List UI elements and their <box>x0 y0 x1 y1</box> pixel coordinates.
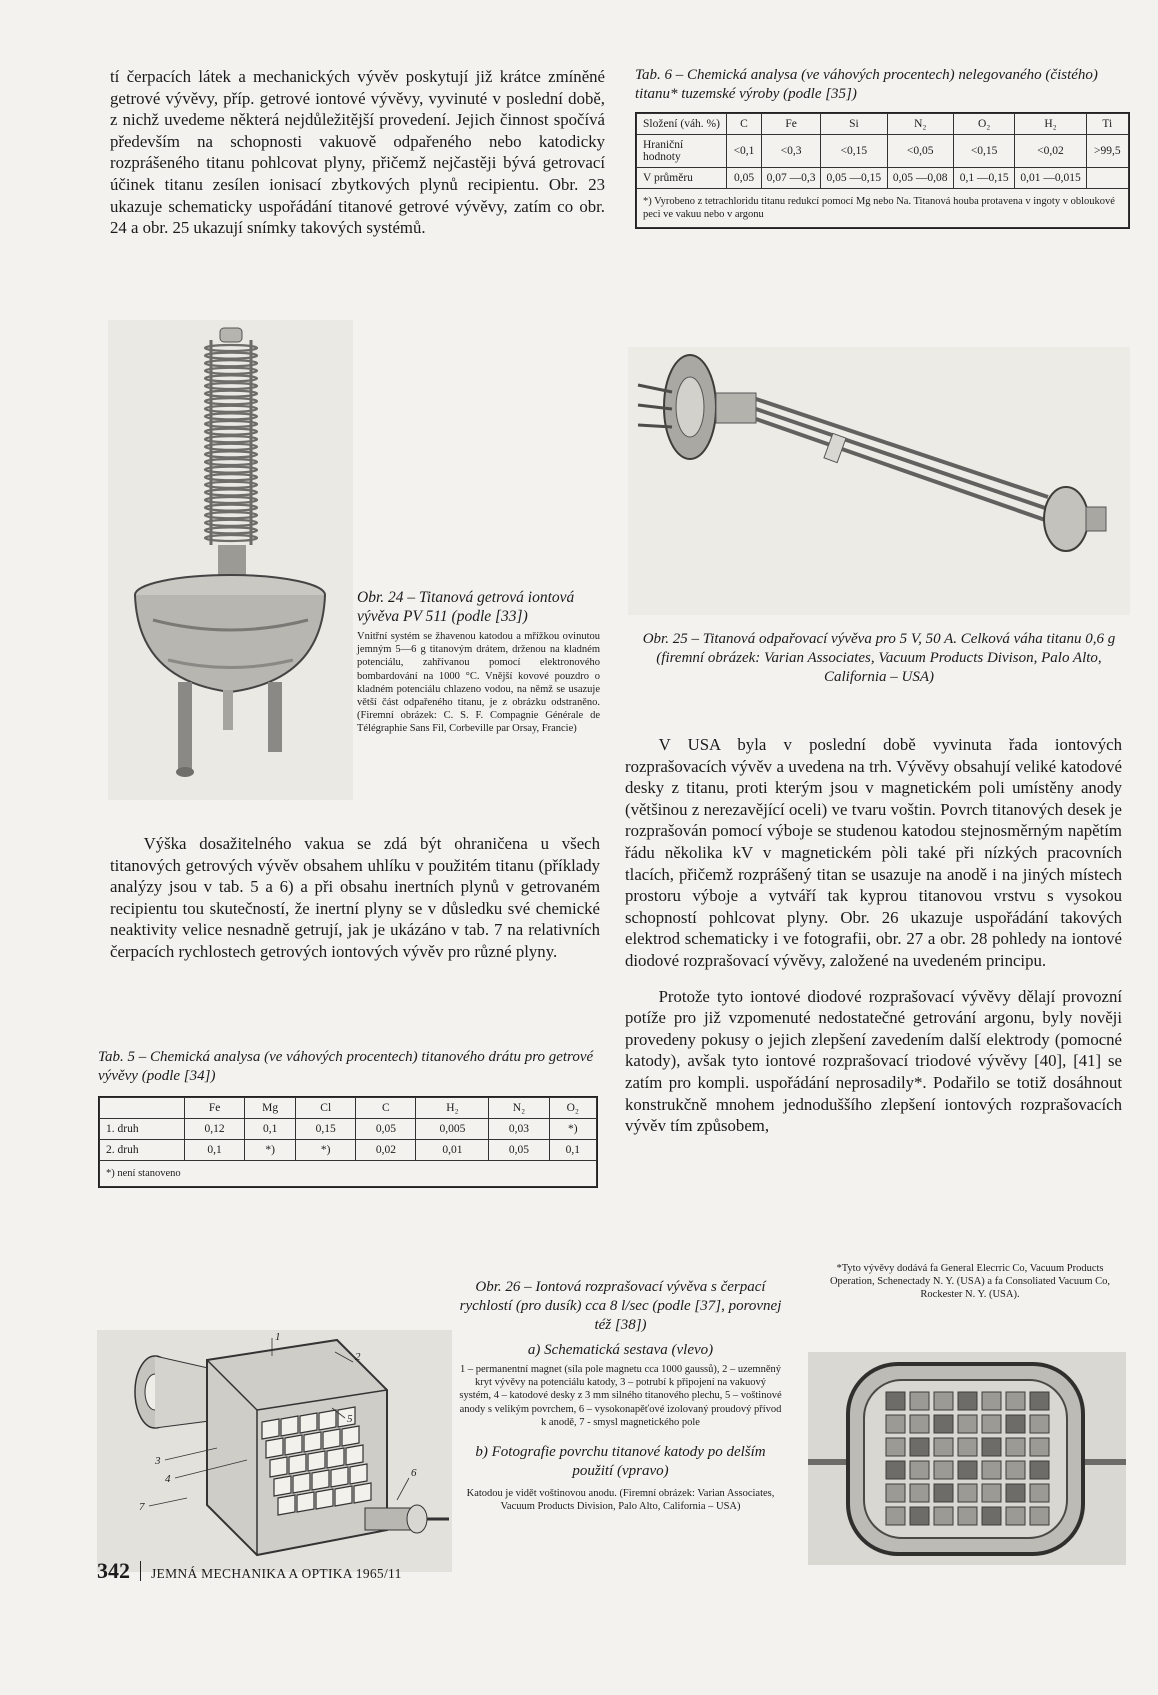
table-6-title: Tab. 6 – Chemická analysa (ve váhových procentech) nelegovaného (čistého) titanu* tuzemské výroby (podle [35]) <box>635 67 1098 102</box>
table-cell: 0,01 —0,015 <box>1015 168 1086 189</box>
table-cell: <0,05 <box>887 135 953 168</box>
table-header-cell: C <box>727 114 762 135</box>
table-row <box>637 114 1129 135</box>
table-row <box>637 135 1129 168</box>
table-cell: 0,005 <box>416 1119 489 1140</box>
table-cell: 0,15 <box>296 1119 356 1140</box>
table-5-title: Tab. 5 – Chemická analysa (ve váhových procentech) titanového drátu pro getrové vývěvy (podle [34]) <box>98 1049 594 1084</box>
table-row <box>100 1119 597 1140</box>
table-6 <box>636 113 1129 228</box>
table-5 <box>99 1097 597 1187</box>
table-header-cell: O₂ <box>953 114 1014 135</box>
table-header-cell: Si <box>821 114 887 135</box>
left-paragraph-2: Výška dosažitelného vakua se zdá být ohraničena u všech titanových getrových vývěv obsahem uhlíku v použitém titanu (příklady analýzy jsou v tab. 5 a 6) a při obsahu inertních plynů v getrovaném recipientu tou skutečností, že inertní plyny se v důsledku své chemické neaktivity velice nesnadně getrují, jak je ukázáno v tab. 7 na relativních čerpacích rychlostech getrových iontových vývěv pro různé plyny. <box>110 834 600 961</box>
table-header-cell: Cl <box>296 1098 356 1119</box>
table-cell: 0,1 <box>185 1140 245 1161</box>
table-header-cell <box>100 1098 185 1119</box>
figure-26-subtitle-a: a) Schematická sestava (vlevo) <box>527 1342 714 1358</box>
table-6-block <box>635 66 1130 229</box>
table-cell: 0,05 <box>489 1140 549 1161</box>
footnote: *Tyto vývěvy dodává fa General Elecrric Co, Vacuum Products Operation, Schenectady N. Y. (USA) a fa Consoliated Vacuum Co, Rockester N. Y. (USA). <box>829 1263 1111 1301</box>
table-cell: 0,1 <box>549 1140 596 1161</box>
table-note: *) Vyrobeno z tetrachloridu titanu redukcí pomocí Mg nebo Na. Titanová houba protavena v ingoty v obloukové peci ve vakuu nebo v argonu <box>637 189 1129 228</box>
figure-26-title: Obr. 26 – Iontová rozprašovací vývěva s čerpací rychlostí (pro dusík) cca 8 l/sec (podle [37], porovnej též [38]) <box>459 1279 782 1333</box>
table-cell: *) <box>296 1140 356 1161</box>
table-cell: *) <box>245 1140 296 1161</box>
schematic-label: 4 <box>165 1473 171 1485</box>
schematic-label: 1 <box>275 1331 281 1343</box>
left-paragraph-1: tí čerpacích látek a mechanických vývěv poskytují již krátce zmíněné getrové vývěvy, příp. getrové iontové vývěvy, vyvinuté v poslední době, z nichž uvedeme některá nejdůležitější provedení. Jejich činnost spočívá především na schopnosti vakuově odpařeného nebo katodicky rozprášeného titanu pohlcovat plyny, přičemž nejčastěji bývá getrovací účinek titanu zesílen ionisací zbytkových plynů recipientu. Obr. 23 ukazuje schematicky uspořádání titanové getrové vývěvy, zatím co obr. 24 a obr. 25 ukazují snímky takových systémů. <box>110 67 605 238</box>
table-row-label: 1. druh <box>100 1119 185 1140</box>
table-row-label: Hraniční hodnoty <box>637 135 727 168</box>
table-cell: 0,05 —0,15 <box>821 168 887 189</box>
table-cell: <0,02 <box>1015 135 1086 168</box>
table-header-cell: N₂ <box>489 1098 549 1119</box>
table-row <box>100 1098 597 1119</box>
page-footer <box>97 1558 497 1588</box>
figure-24-text: Vnitřní systém se žhavenou katodou a mřížkou ovinutou jemným 5—6 g titanovým drátem, drženou na kladném potenciálu, zahřívanou pomocí elektronového bombardování na 1000 °C. Vnější kovové pouzdro o kladném potenciálu chlazeno vodou, na němž se usazuje větší část odpařeného titanu, je z obrázku odstraněno. (Firemní obrázek: C. S. F. Compagnie Générale de Télégraphie Sans Fil, Corbeville par Orsay, Francie) <box>357 631 600 735</box>
figure-24-caption <box>357 588 600 736</box>
table-cell <box>1086 168 1128 189</box>
table-header-cell: Ti <box>1086 114 1128 135</box>
table-header-cell: N₂ <box>887 114 953 135</box>
figure-25-photo <box>628 347 1130 615</box>
figure-24-photo <box>108 320 353 800</box>
journal-name: JEMNÁ MECHANIKA A OPTIKA 1965/11 <box>151 1566 402 1581</box>
figure-26-text-a: 1 – permanentní magnet (síla pole magnetu cca 1000 gaussů), 2 – uzemněný kryt vývěvy na potenciálu katody, 3 – potrubí k připojení na vakuový systém, 4 – katodové desky z 3 mm silného titanového plechu, 5 – voštinové anody s velikým povrchem, 6 – vysokonapěťové izolovaný proudový přívod k anodě, 7 - smysl magnetického pole <box>459 1364 782 1428</box>
table-cell: *) <box>549 1119 596 1140</box>
table-row <box>637 168 1129 189</box>
figure-26a-schematic <box>97 1330 452 1572</box>
table-header-cell: H₂ <box>1015 114 1086 135</box>
figure-26-text-b: Katodou je vidět voštinovou anodu. (Firemní obrázek: Varian Associates, Vacuum Products Division, Palo Alto, California – USA) <box>466 1488 775 1513</box>
table-cell: <0,15 <box>953 135 1014 168</box>
table-header-cell: Složení (váh. %) <box>637 114 727 135</box>
table-cell: <0,3 <box>762 135 821 168</box>
table-header-cell: Mg <box>245 1098 296 1119</box>
schematic-label: 2 <box>355 1351 361 1363</box>
table-header-cell: Fe <box>762 114 821 135</box>
right-column-text <box>625 734 1122 1137</box>
table-cell: 0,03 <box>489 1119 549 1140</box>
schematic-label: 3 <box>155 1455 161 1467</box>
table-cell: 0,01 <box>416 1140 489 1161</box>
table-cell: 0,1 <box>245 1119 296 1140</box>
right-paragraph-1: V USA byla v poslední době vyvinuta řada iontových rozprašovacích vývěv a uvedena na trh. Vývěvy obsahují veliké katodové desky z titanu, proti kterým jsou v magnetickém poli umístěny anody (většinou z nerezavějící oceli) ve tvaru voštin. Povrch titanových desek je rozprašován pomocí výboje se studenou katodou stejnosměrným napětím řádu několika kV v magnetickém pòli také při nízkých pracovních tlacích, přičemž rozprášený titan se usazuje na anodě i na jiných místech prostoru výboje a vytváří tak kyprou titanovou vrstvu s vysokou schopností pohlcovat plyny. Obr. 26 ukazuje uspořádání takových elektrod schematicky i ve fotografii, obr. 27 a obr. 28 pohledy na iontové diodové rozprašovací vývěvy, založené na uvedeném principu. <box>625 735 1122 970</box>
figure-25-caption: Obr. 25 – Titanová odpařovací vývěva pro 5 V, 50 A. Celková váha titanu 0,6 g (firemní obrázek: Varian Associates, Vacuum Products Divison, Palo Alto, California – USA) <box>642 631 1116 685</box>
schematic-label: 5 <box>347 1413 353 1425</box>
footer-divider <box>140 1561 141 1581</box>
table-header-cell: C <box>356 1098 416 1119</box>
table-cell: 0,1 —0,15 <box>953 168 1014 189</box>
table-cell: >99,5 <box>1086 135 1128 168</box>
table-cell: 0,05 <box>727 168 762 189</box>
table-row-label: 2. druh <box>100 1140 185 1161</box>
table-row <box>637 189 1129 228</box>
table-cell: <0,15 <box>821 135 887 168</box>
table-note: *) není stanoveno <box>100 1161 597 1187</box>
table-header-cell: H₂ <box>416 1098 489 1119</box>
table-cell: 0,02 <box>356 1140 416 1161</box>
table-cell: 0,12 <box>185 1119 245 1140</box>
schematic-label: 7 <box>139 1501 145 1513</box>
table-cell: <0,1 <box>727 135 762 168</box>
table-5-block <box>98 1048 598 1188</box>
figure-26-caption <box>458 1278 783 1513</box>
table-header-cell: Fe <box>185 1098 245 1119</box>
table-cell: 0,05 <box>356 1119 416 1140</box>
figure-24-title: Obr. 24 – Titanová getrová iontová vývěva PV 511 (podle [33]) <box>357 589 575 625</box>
table-row-label: V průměru <box>637 168 727 189</box>
table-cell: 0,05 —0,08 <box>887 168 953 189</box>
table-cell: 0,07 —0,3 <box>762 168 821 189</box>
right-paragraph-2: Protože tyto iontové diodové rozprašovací vývěvy dělají provozní potíže pro již vzpomenuté nedostatečné getrování argonu, byly nověji provedeny pokusy o jejich zlepšení zavedením další elektrody (pomocné katody), avšak tyto iontové rozprašovací triodové vývěvy [40], [41] se zatím pro kompli. uspořádání neprosadily*. Podařilo se totiž dosáhnout konstrukčně mnohem jednoduššího zlepšení iontových rozprašovacích vývěv tím způsobem, <box>625 986 1122 1136</box>
table-row <box>100 1140 597 1161</box>
table-row <box>100 1161 597 1187</box>
schematic-label: 6 <box>411 1467 417 1479</box>
table-header-cell: O₂ <box>549 1098 596 1119</box>
page-number: 342 <box>97 1558 130 1583</box>
figure-26b-photo <box>808 1352 1126 1565</box>
figure-26-subtitle-b: b) Fotografie povrchu titanové katody po delším použití (vpravo) <box>475 1444 766 1480</box>
